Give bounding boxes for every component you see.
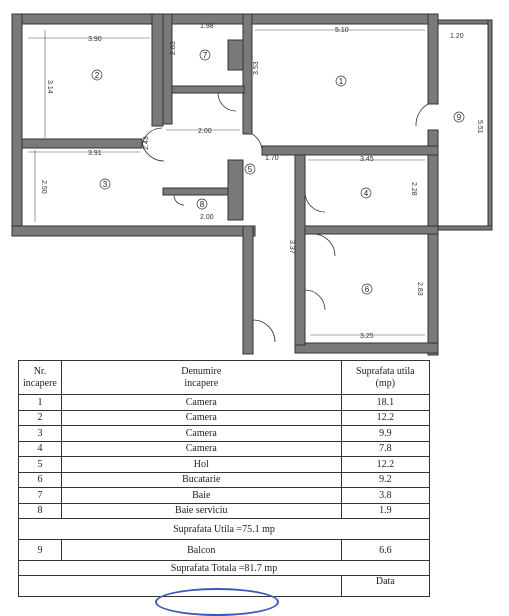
dim-label: 2.00 <box>200 214 214 221</box>
cell-name: Baie <box>61 488 341 504</box>
room-number: 1 <box>338 77 344 86</box>
cell-area: 9.2 <box>341 472 429 488</box>
cell-area: 6.6 <box>341 540 429 561</box>
dim-label: 3.14 <box>46 80 53 94</box>
cell-area: 9.9 <box>341 426 429 442</box>
cell-nr: 4 <box>19 441 62 457</box>
cell-nr: 7 <box>19 488 62 504</box>
table-row <box>19 410 430 426</box>
cell-name: Camera <box>61 410 341 426</box>
total-area: Suprafata Totala =81.7 mp <box>19 561 430 576</box>
cell-name: Camera <box>61 395 341 411</box>
cell-nr: 5 <box>19 457 62 473</box>
cell-nr: 1 <box>19 395 62 411</box>
cell-name: Camera <box>61 441 341 457</box>
cell-nr: 2 <box>19 410 62 426</box>
cell-nr: 6 <box>19 472 62 488</box>
table-row <box>19 472 430 488</box>
subtotal-useful: Suprafata Utila =75.1 mp <box>19 519 430 540</box>
dim-label: 2.83 <box>416 282 423 296</box>
dim-label: 5.51 <box>476 120 483 134</box>
table-row <box>19 457 430 473</box>
dim-label: 3.25 <box>360 333 374 340</box>
dim-label: 2.28 <box>410 182 417 196</box>
cell-name: Hol <box>61 457 341 473</box>
dim-label: 5.10 <box>335 27 349 34</box>
cell-area: 12.2 <box>341 457 429 473</box>
room-number: 8 <box>199 200 205 209</box>
room-number: 2 <box>94 71 100 80</box>
dim-label: 1.98 <box>200 23 214 30</box>
room-markers <box>92 50 464 294</box>
dim-label: 1.70 <box>265 155 279 162</box>
table-row <box>19 441 430 457</box>
table-row <box>19 395 430 411</box>
dim-label: 3.37 <box>288 240 295 254</box>
room-number: 6 <box>364 285 370 294</box>
dim-label: 2.43 <box>143 136 150 150</box>
cell-nr: 3 <box>19 426 62 442</box>
total-row <box>19 561 430 576</box>
balcony-row <box>19 540 430 561</box>
header-name: Denumire incapere <box>61 361 341 395</box>
dim-label: 3.91 <box>88 150 102 157</box>
cell-area: 1.9 <box>341 503 429 519</box>
cell-name: Camera <box>61 426 341 442</box>
table-header <box>19 361 430 395</box>
room-number: 9 <box>456 113 462 122</box>
room-number: 7 <box>202 51 208 60</box>
cell-area: 18.1 <box>341 395 429 411</box>
table-row <box>19 426 430 442</box>
cell-area: 7.8 <box>341 441 429 457</box>
table-row <box>19 488 430 504</box>
cell-nr: 8 <box>19 503 62 519</box>
dim-label: 3.90 <box>88 36 102 43</box>
cell-area: 12.2 <box>341 410 429 426</box>
header-area: Suprafata utila (mp) <box>341 361 429 395</box>
table-row <box>19 503 430 519</box>
dim-label: 2.83 <box>170 41 177 55</box>
dim-label: 2.50 <box>40 180 47 194</box>
cell-name: Bucatarie <box>61 472 341 488</box>
walls <box>12 14 492 355</box>
area-table <box>18 360 430 597</box>
room-number: 4 <box>363 189 369 198</box>
header-nr: Nr. incapere <box>19 361 62 395</box>
date-label: Data <box>341 576 429 597</box>
room-number: 3 <box>102 180 108 189</box>
seal-stamp <box>155 588 279 616</box>
cell-name: Baie serviciu <box>61 503 341 519</box>
room-number: 5 <box>247 165 253 174</box>
room-numbers <box>95 51 462 294</box>
cell-name: Balcon <box>61 540 341 561</box>
cell-nr: 9 <box>19 540 62 561</box>
dim-label: 3.53 <box>253 61 260 75</box>
dim-label: 2.00 <box>198 128 212 135</box>
door-arcs <box>142 93 428 342</box>
subtotal-row <box>19 519 430 540</box>
dim-label: 3.45 <box>360 156 374 163</box>
cell-area: 3.8 <box>341 488 429 504</box>
dim-label: 1.20 <box>450 33 464 40</box>
